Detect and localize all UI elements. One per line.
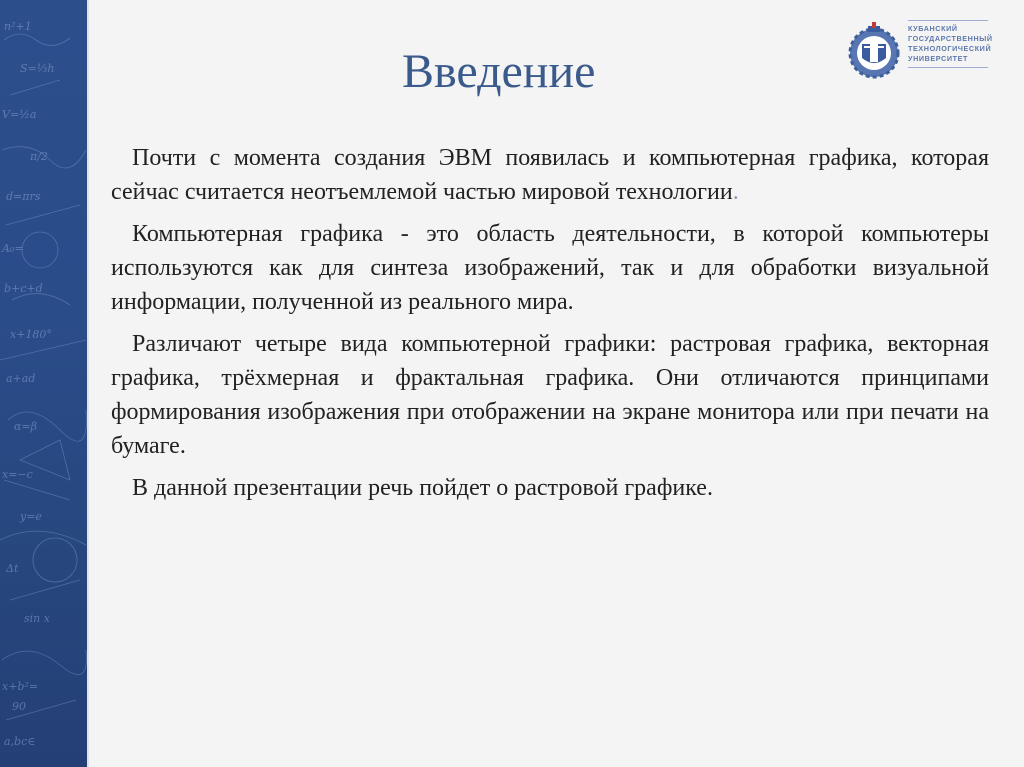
- svg-text:x+180°: x+180°: [10, 328, 52, 341]
- paragraph-1: [111, 141, 989, 209]
- slide-body: [111, 141, 989, 505]
- svg-text:x+b²=: x+b²=: [2, 680, 39, 693]
- svg-text:n²+1: n²+1: [4, 20, 32, 33]
- university-logo: [846, 20, 993, 84]
- svg-text:α=β: α=β: [14, 420, 38, 433]
- svg-text:x=−c: x=−c: [2, 468, 33, 481]
- math-pattern-strip: [0, 0, 87, 767]
- logo-line-2: ГОСУДАРСТВЕННЫЙ: [908, 34, 993, 43]
- university-name: [908, 20, 993, 68]
- svg-text:sin x: sin x: [24, 612, 50, 625]
- svg-text:Δt: Δt: [6, 562, 19, 575]
- svg-text:a,bc∈: a,bc∈: [4, 735, 36, 748]
- strip-edge-line: [87, 0, 89, 767]
- svg-text:a+ad: a+ad: [6, 372, 36, 385]
- paragraph-1-text: Почти с момента создания ЭВМ появилась и компьютерная графика, которая сейчас считается неотъемлемой частью мировой технологии: [111, 145, 989, 205]
- svg-text:y=e: y=e: [20, 510, 42, 523]
- logo-line-3: ТЕХНОЛОГИЧЕСКИЙ: [908, 44, 992, 53]
- slide-title: Введение: [402, 45, 596, 98]
- math-pattern-graphic: [0, 0, 87, 767]
- svg-text:V=½a: V=½a: [2, 108, 37, 121]
- svg-text:b+c+d: b+c+d: [4, 282, 43, 295]
- svg-text:π/2: π/2: [30, 150, 48, 163]
- university-emblem-icon: [846, 20, 902, 82]
- logo-line-4: УНИВЕРСИТЕТ: [908, 54, 968, 63]
- svg-text:S=⅓h: S=⅓h: [20, 62, 55, 75]
- paragraph-1-end-mark: .: [732, 179, 739, 205]
- svg-text:d=πrs: d=πrs: [6, 190, 41, 203]
- paragraph-3: Различают четыре вида компьютерной графики: растровая графика, векторная графика, трёхмерная и фрактальная графика. Они отличаются принципами формирования изображения при отображении на экране монитора или при печати на бумаге.: [111, 331, 989, 459]
- svg-text:A₀=: A₀=: [2, 242, 24, 255]
- paragraph-2: Компьютерная графика - это область деятельности, в которой компьютеры используются как для синтеза изображений, так и для обработки визуальной информации, полученной из реального мира.: [111, 221, 989, 315]
- paragraph-4: В данной презентации речь пойдет о растровой графике.: [132, 475, 713, 501]
- logo-line-1: КУБАНСКИЙ: [908, 24, 958, 33]
- svg-text:90: 90: [12, 700, 26, 713]
